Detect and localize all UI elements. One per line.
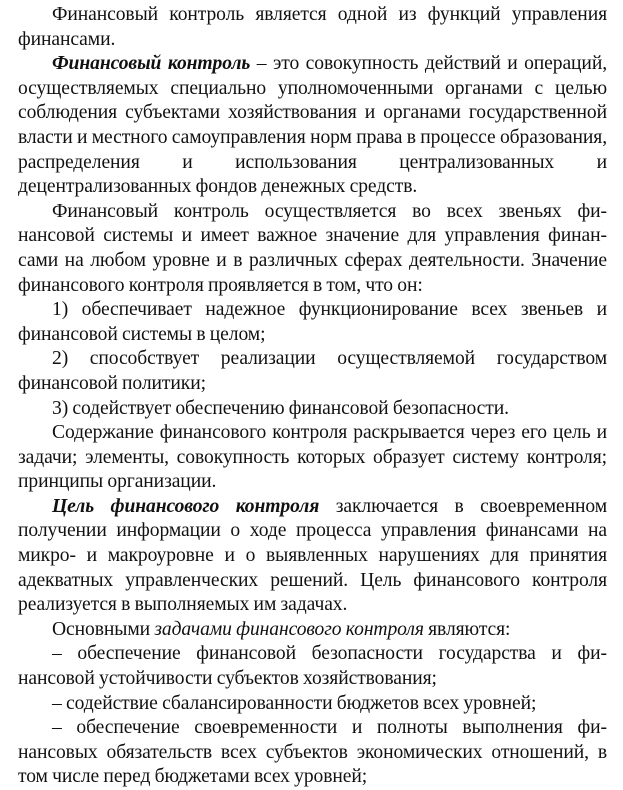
task-item: – обеспечение своевременности и полноты выполнения финансовых обязательств всех субъектов экономических отношений, в том числе перед бюджетами всех уровней; (18, 717, 607, 788)
list-item: 2) способствует реализации осуществляемой государством финансовой политики; (18, 348, 607, 394)
term-tasks: задачами финансового контроля (154, 618, 424, 640)
task-item: – содействие сбалансированности бюджетов всех уровней; (52, 692, 537, 714)
list-item: 1) обеспечивает надежное функционирование всех звеньев и финансовой системы в целом; (18, 299, 607, 345)
paragraph-goal (18, 495, 607, 618)
tasks-lead: Основными (52, 618, 155, 640)
tasks-rest: являются: (423, 618, 511, 640)
paragraph-significance: Финансовый контроль осуществляется во всех звеньях финансовой системы и имеет важное значение для управления финансами на любом уровне и в различных сферах деятельности. Значение финансового контроля проявляется в том, что он: (18, 200, 607, 296)
paragraph-content: Содержание финансового контроля раскрывается через его цель и задачи; элементы, совокупность которых образует систему контроля; принципы организации. (18, 422, 607, 493)
list-item: 3) содействует обеспечению финансовой безопасности. (52, 397, 509, 419)
paragraph-definition (18, 52, 607, 200)
paragraph-intro: Финансовый контроль является одной из функций управления финансами. (18, 4, 607, 50)
goal-text: заключается в своевременном получении информации о ходе процесса управления финансами на микро- и макроуровне и о выявленных нарушениях для принятия адекватных управленческих решений. Цель финансового контроля реализуется в выполняемых им задачах. (18, 495, 607, 616)
task-item: – обеспечение финансовой безопасности государства и финансовой устойчивости субъектов хозяйствования; (18, 643, 607, 690)
definition-text: – это совокупность действий и операций, осуществляемых специально уполномоченными органами с целью соблюдения субъектами хозяйствования и органами государственной власти и местного самоуправления норм права в процессе образования, распределения и использования централизованных и децентрализованных фондов денежных средств. (18, 53, 608, 198)
term-financial-control: Финансовый контроль (52, 53, 251, 75)
paragraph-tasks-intro (18, 618, 607, 643)
term-goal: Цель финансового контроля (52, 495, 320, 517)
